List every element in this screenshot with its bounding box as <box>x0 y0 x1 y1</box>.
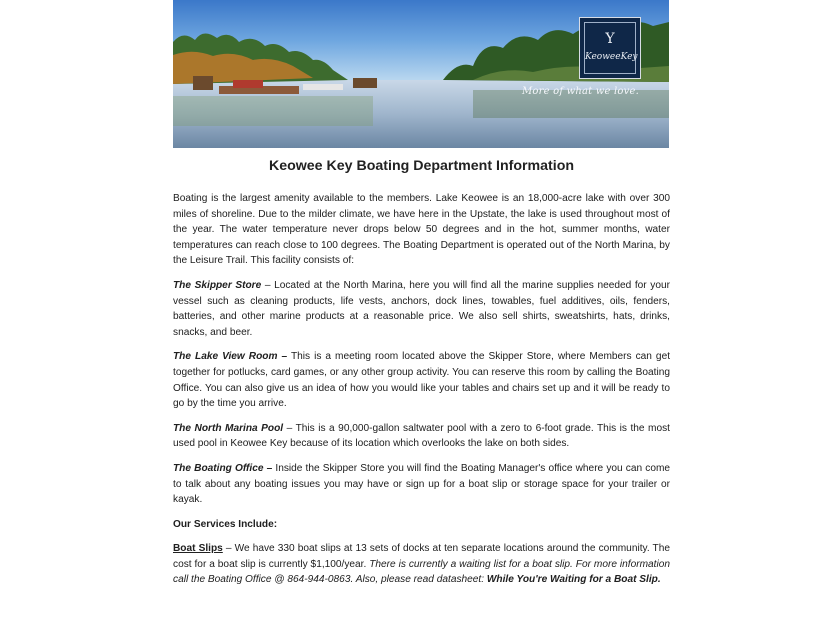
section-label: The North Marina Pool <box>173 422 284 434</box>
section-boat-slips <box>173 541 670 588</box>
section-text: – This is a 90,000-gallon saltwater pool with a zero to 6-foot grade. This is the most used pool in Keowee Key because of its location which overlooks the lake on both sides. <box>173 422 670 450</box>
boat-slips-label: Boat Slips <box>173 543 223 555</box>
logo-emblem-icon: Y <box>605 31 615 47</box>
services-heading: Our Services Include: <box>173 518 278 530</box>
section-text: This is a meeting room located above the Skipper Store, where Members can get together for potlucks, card games, or any other group activity. You can reserve this room by calling the Boating Office. You can also give us an idea of how you would like your tables and chairs set up and it will be ready to go by the time you arrive. <box>173 351 671 410</box>
logo-text: KeoweeKey <box>585 52 638 62</box>
intro-paragraph: Boating is the largest amenity available to the members. Lake Keowee is an 18,000-acre lake with over 300 miles of shoreline. Due to the milder climate, we have here in the Upstate, the lake is used throughout most of the year. The water temperature never drops below 50 degrees and in the hot, summer months, water temperatures can reach close to 100 degrees. The Boating Department is operated out of the North Marina, by the Leisure Trail. This facility consists of: <box>173 193 670 267</box>
tagline: More of what we love. <box>521 86 639 97</box>
section-north-marina-pool <box>173 421 670 452</box>
section-label: The Lake View Room – <box>173 351 288 363</box>
document-body <box>173 158 670 597</box>
section-label: The Skipper Store <box>173 279 262 291</box>
section-lake-view-room <box>173 349 670 411</box>
section-text: Inside the Skipper Store you will find the Boating Manager's office where you can come to talk about any boating issues you may have or sign up for a boat slip or storage space for your trailer or kayak. <box>173 462 671 506</box>
boat-slips-datasheet-link: While You're Waiting for a Boat Slip. <box>486 574 661 586</box>
section-label: The Boating Office – <box>173 462 273 474</box>
page-title: Keowee Key Boating Department Information <box>268 158 575 174</box>
section-skipper-store <box>173 278 670 340</box>
header-banner-image <box>173 0 669 148</box>
keowee-key-logo <box>579 17 641 79</box>
boat-slips-waiting-note: There is currently a waiting list for a boat slip. For more information call the Boating Office @ 864-944-0863. Also, please read datasheet: <box>173 558 670 586</box>
section-boating-office <box>173 461 670 508</box>
section-text: – Located at the North Marina, here you will find all the marine supplies needed for your vessel such as cleaning products, life vests, anchors, dock lines, towables, fuel additives, oils, fenders, batteries, and other marine products at a reasonable price. We also sell shirts, sweatshirts, hats, drinks, snacks, and beer. <box>173 279 670 338</box>
boat-slips-text: – We have 330 boat slips at 13 sets of docks at ten separate locations around the community. The cost for a boat slip is currently $1,100/year. <box>173 543 670 570</box>
